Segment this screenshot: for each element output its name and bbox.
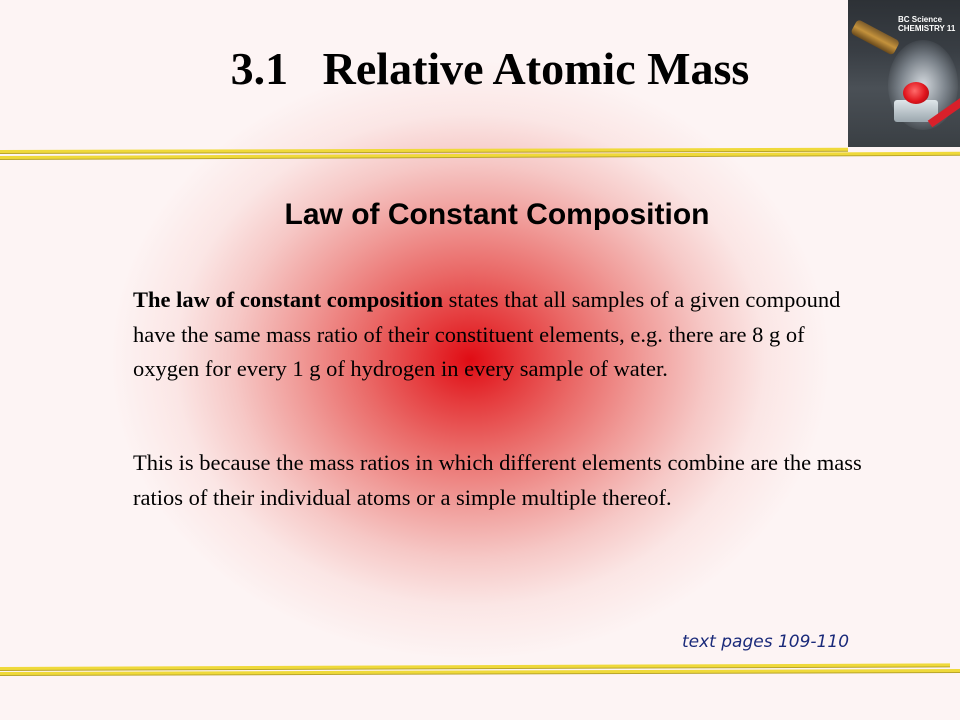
section-heading: Law of Constant Composition bbox=[284, 198, 710, 231]
paragraph-term: The law of constant composition bbox=[133, 287, 444, 312]
cover-title-line1: BC Science bbox=[898, 15, 943, 24]
paragraph-definition bbox=[133, 283, 873, 387]
red-flask-graphic bbox=[903, 82, 929, 104]
textbook-cover-image bbox=[848, 0, 960, 147]
text-page-reference: text pages 109-110 bbox=[682, 632, 850, 652]
slide-title: 3.1 Relative Atomic Mass bbox=[230, 43, 750, 94]
paragraph-definition-text: states that all samples of a given compound have the same mass ratio of their constituent elements, e.g. there are 8 g of oxygen for every 1 g of hydrogen in every sample of water. bbox=[133, 287, 841, 381]
footer-divider-lower bbox=[0, 669, 960, 675]
title-divider-lower bbox=[0, 152, 960, 159]
test-tube-icon bbox=[850, 19, 900, 56]
cover-title-line2: CHEMISTRY 11 bbox=[898, 24, 956, 33]
cover-title bbox=[898, 15, 958, 33]
paragraph-explanation: This is because the mass ratios in which different elements combine are the mass ratios of their individual atoms or a simple multiple thereof. bbox=[133, 450, 862, 510]
